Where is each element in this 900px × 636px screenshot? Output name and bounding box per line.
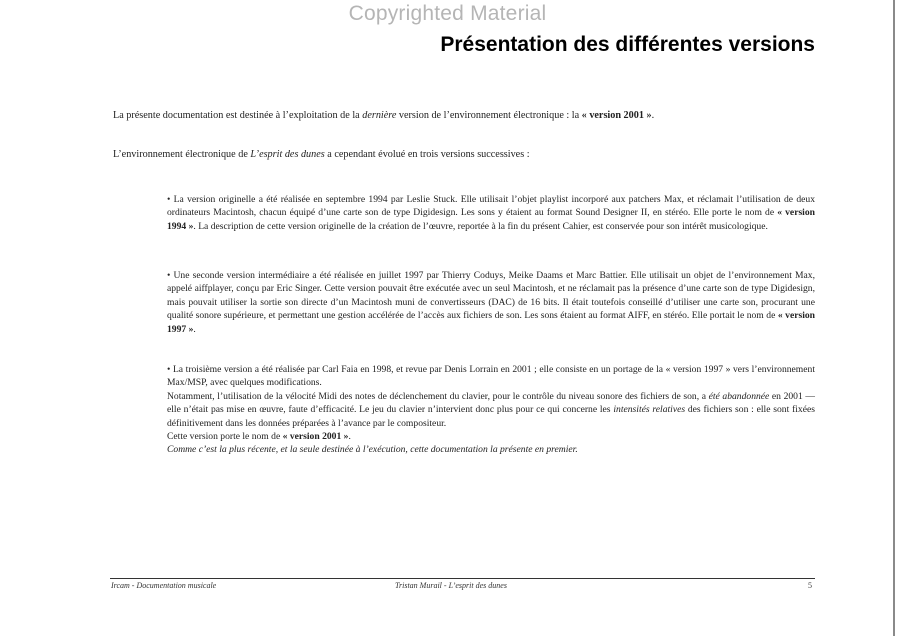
item-paragraph: • La troisième version a été réalisée par Carl Faia en 1998, et revue par Denis Lorrain en 2001 ; elle consiste en un portage de la « version 1997 » vers l’environnement Max/MSP, avec quelques modifications.: [167, 364, 815, 389]
intro-text: L’environnement électronique de: [113, 149, 251, 160]
version-label: « version 1994 »: [167, 207, 815, 232]
item-text: . La description de cette version originelle de la création de l’œuvre, reportée à la fin du présent Cahier, est conservée pour son intérêt musicologique.: [193, 220, 768, 232]
item-text: Cette version porte le nom de: [167, 431, 283, 443]
copyright-watermark: Copyrighted Material: [348, 2, 547, 25]
intro-text: .: [651, 110, 655, 121]
item-emphasis: intensités relatives: [613, 404, 686, 416]
page-edge: [893, 0, 895, 636]
version-item-1994: [167, 193, 815, 233]
item-paragraph: [167, 390, 815, 430]
intro-text: a cependant évolué en trois versions successives :: [324, 149, 530, 160]
intro-version-label: « version 2001 »: [581, 110, 652, 121]
version-label: « version 2001 »: [282, 431, 349, 443]
item-text: • Une seconde version intermédiaire a été réalisée en juillet 1997 par Thierry Coduys, Meike Daams et Marc Battier. Elle utilisait un objet de l’environnement Max, appelé aiffplayer, conçu par Eric Singer. Cette version pouvait être exécutée avec un seul Macintosh, et ne réclamait pas la présence d’une carte son de type Digidesign, mais pouvait utiliser la sortie son directe d’un Macintosh muni de convertisseurs (DAC) de 16 bits. Il était toutefois conseillé d’utiliser une carte son, procurant une qualité sonore supérieure, et permettant une gestion accélérée de l’accès aux fichiers de son. Les sons étaient au format AIFF, en stéréo. Elle portait le nom de: [167, 270, 815, 322]
page-number: 5: [808, 581, 812, 590]
item-paragraph: [167, 193, 815, 233]
item-text: • La version originelle a été réalisée en septembre 1994 par Leslie Stuck. Elle utilisait l’objet playlist incorporé aux patchers Max, et réclamait l’utilisation de deux ordinateurs Macintosh, chacun équipé d’une carte son de type Digidesign. Les sons y étaient au format Sound Designer II, en stéréo. Elle porte le nom de: [167, 194, 815, 219]
footer-rule: [110, 578, 815, 579]
intro-emphasis: dernière: [362, 110, 397, 121]
footer-work: Tristan Murail - L’esprit des dunes: [395, 581, 507, 590]
item-emphasis: été abandonnée: [708, 390, 770, 402]
item-paragraph: [167, 430, 815, 443]
intro-text: La présente documentation est destinée à l’exploitation de la: [113, 110, 363, 121]
item-paragraph: [167, 269, 815, 336]
version-item-2001: [167, 363, 815, 457]
intro-text: version de l’environnement électronique : la: [396, 110, 582, 121]
footer-publisher: Ircam - Documentation musicale: [111, 581, 217, 590]
version-label: « version 1997 »: [167, 310, 815, 335]
intro-paragraph-1: [113, 109, 813, 123]
item-text: Notamment, l’utilisation de la vélocité Midi des notes de déclenchement du clavier, pour le contrôle du niveau sonore des fichiers de son, a: [167, 390, 709, 402]
item-text: .: [348, 431, 351, 443]
item-closing-note: Comme c’est la plus récente, et la seule destinée à l’exécution, cette documentation la présente en premier.: [167, 444, 578, 456]
work-title: L’esprit des dunes: [250, 149, 325, 160]
intro-paragraph-2: [113, 148, 813, 162]
version-item-1997: [167, 269, 815, 336]
item-text: des fichiers son : elle sont fixées définitivement dans les données préparées à l’avance par le compositeur.: [167, 404, 815, 429]
item-text: en 2001 — elle n’était pas mise en œuvre, faute d’efficacité. Le jeu du clavier n’intervient donc plus pour ce qui concerne les: [167, 390, 815, 416]
item-text: .: [193, 323, 196, 335]
page-title: Présentation des différentes versions: [440, 33, 815, 56]
